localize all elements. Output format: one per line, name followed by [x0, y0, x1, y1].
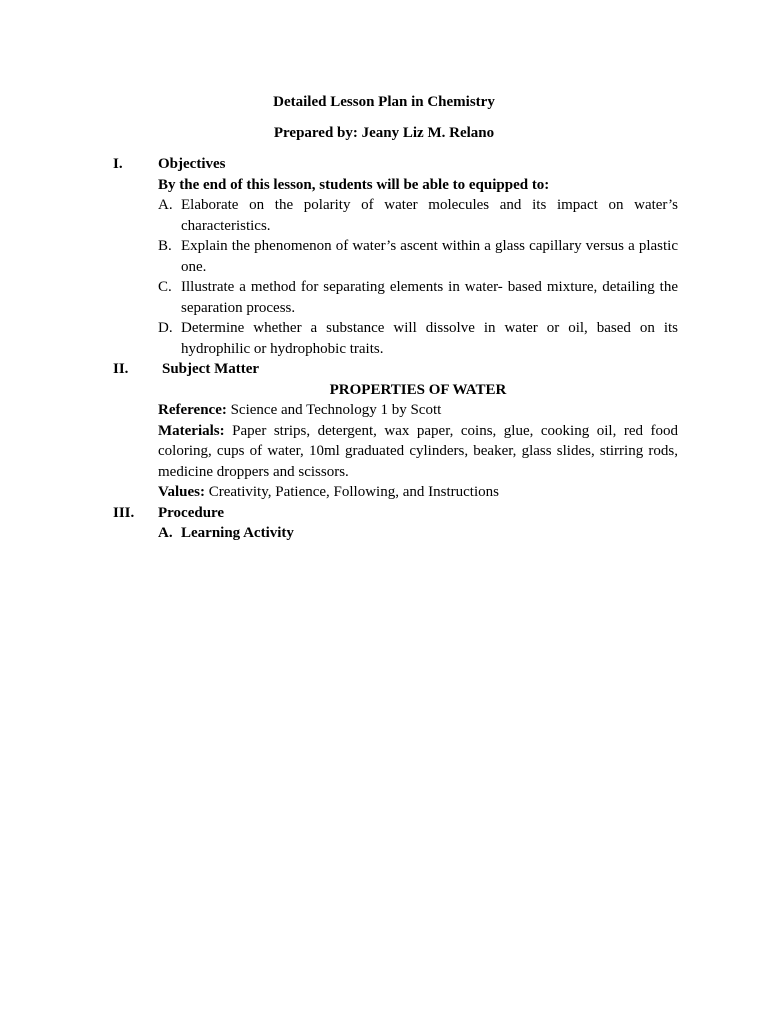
reference-text: Science and Technology 1 by Scott [226, 402, 442, 418]
list-item [158, 523, 678, 544]
reference-label: Reference: [158, 402, 227, 418]
values-line [158, 482, 678, 503]
reference-line [158, 400, 678, 421]
prepared-by: Prepared by: Jeany Liz M. Relano [273, 125, 495, 141]
list-item-letter: D. [158, 320, 173, 336]
materials-text: Paper strips, detergent, wax paper, coins, glue, cooking oil, red food coloring, cups of water, 10ml graduated cylinders, beaker, glass slides, stirring rods, medicine droppers and scissors. [158, 422, 678, 480]
list-item-letter: A. [158, 525, 173, 541]
list-item-letter: B. [158, 238, 172, 254]
list-item-text: Learning Activity [181, 525, 294, 541]
list-item-letter: C. [158, 279, 172, 295]
list-item-text: Elaborate on the polarity of water molecules and its impact on water’s characteristics. [181, 197, 678, 234]
objectives-list [158, 195, 678, 359]
section-objectives-heading [113, 154, 678, 175]
section-subject-matter-heading [113, 359, 678, 380]
section-title: Subject Matter [162, 361, 260, 377]
list-item-letter: A. [158, 197, 173, 213]
list-item [158, 277, 678, 318]
section-title: Procedure [158, 504, 225, 521]
document-body [113, 154, 678, 544]
list-item-text: Determine whether a substance will dissolve in water or oil, based on its hydrophilic or hydrophobic traits. [181, 320, 678, 357]
values-text: Creativity, Patience, Following, and Instructions [204, 484, 499, 500]
list-item [158, 195, 678, 236]
procedure-list [158, 523, 678, 544]
document-title: Detailed Lesson Plan in Chemistry [273, 94, 495, 110]
materials-line [158, 421, 678, 483]
objectives-intro: By the end of this lesson, students will be able to equipped to: [158, 176, 550, 193]
list-item [158, 318, 678, 359]
topic-title: PROPERTIES OF WATER [329, 381, 507, 398]
section-number: I. [113, 156, 123, 172]
section-title: Objectives [158, 156, 226, 172]
section-procedure-heading [113, 503, 678, 524]
section-number: II. [113, 361, 129, 377]
materials-label: Materials: [158, 422, 225, 439]
section-number: III. [113, 504, 135, 521]
values-label: Values: [158, 484, 205, 500]
list-item-text: Illustrate a method for separating elements in water- based mixture, detailing the separation process. [181, 279, 678, 316]
list-item [158, 236, 678, 277]
list-item-text: Explain the phenomenon of water’s ascent within a glass capillary versus a plastic one. [181, 238, 678, 275]
